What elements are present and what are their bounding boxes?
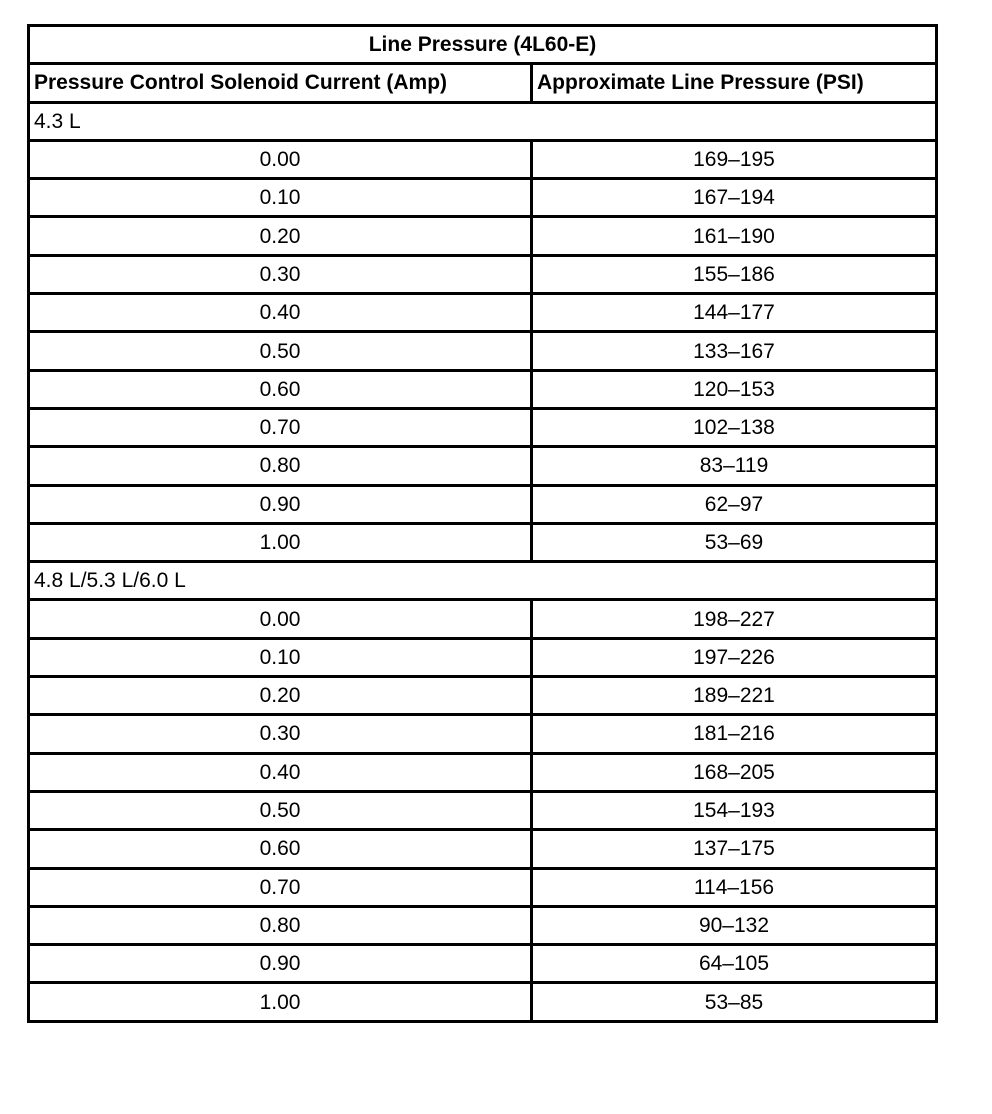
table-row [29,753,937,791]
table-title: Line Pressure (4L60-E) [29,26,937,64]
table-row [29,791,937,829]
cell-solenoid-current: 1.00 [29,523,532,561]
cell-line-pressure: 169–195 [532,140,937,178]
cell-solenoid-current: 0.90 [29,485,532,523]
section-label: 4.3 L [29,102,937,140]
cell-line-pressure: 62–97 [532,485,937,523]
table-row [29,447,937,485]
cell-line-pressure: 90–132 [532,906,937,944]
cell-solenoid-current: 0.10 [29,179,532,217]
table-row [29,830,937,868]
table-row [29,485,937,523]
cell-line-pressure: 155–186 [532,255,937,293]
table-row [29,600,937,638]
table-title-row [29,26,937,64]
cell-line-pressure: 168–205 [532,753,937,791]
cell-line-pressure: 102–138 [532,408,937,446]
cell-solenoid-current: 0.90 [29,945,532,983]
cell-solenoid-current: 0.30 [29,715,532,753]
cell-solenoid-current: 0.50 [29,791,532,829]
table-row [29,217,937,255]
column-header-row [29,64,937,102]
table-row [29,523,937,561]
table-row [29,983,937,1021]
cell-solenoid-current: 0.00 [29,600,532,638]
table-row [29,677,937,715]
cell-solenoid-current: 0.10 [29,638,532,676]
table-row [29,294,937,332]
cell-line-pressure: 137–175 [532,830,937,868]
cell-line-pressure: 120–153 [532,370,937,408]
table-row [29,179,937,217]
cell-line-pressure: 198–227 [532,600,937,638]
cell-solenoid-current: 0.20 [29,217,532,255]
table-row [29,255,937,293]
line-pressure-table [27,24,938,1023]
cell-line-pressure: 133–167 [532,332,937,370]
table-row [29,332,937,370]
table-row [29,868,937,906]
cell-solenoid-current: 0.80 [29,447,532,485]
cell-line-pressure: 83–119 [532,447,937,485]
table-row [29,370,937,408]
cell-solenoid-current: 0.80 [29,906,532,944]
table-body [29,102,937,1021]
cell-solenoid-current: 0.00 [29,140,532,178]
cell-line-pressure: 154–193 [532,791,937,829]
cell-line-pressure: 144–177 [532,294,937,332]
cell-solenoid-current: 0.70 [29,408,532,446]
table-row [29,945,937,983]
table-row [29,638,937,676]
cell-line-pressure: 53–85 [532,983,937,1021]
cell-solenoid-current: 0.70 [29,868,532,906]
cell-solenoid-current: 0.30 [29,255,532,293]
cell-solenoid-current: 0.40 [29,294,532,332]
cell-line-pressure: 197–226 [532,638,937,676]
table-row [29,715,937,753]
column-header-pressure: Approximate Line Pressure (PSI) [532,64,937,102]
cell-line-pressure: 114–156 [532,868,937,906]
cell-solenoid-current: 0.40 [29,753,532,791]
cell-line-pressure: 64–105 [532,945,937,983]
column-header-current: Pressure Control Solenoid Current (Amp) [29,64,532,102]
cell-solenoid-current: 0.60 [29,830,532,868]
cell-line-pressure: 181–216 [532,715,937,753]
section-row [29,102,937,140]
section-row [29,562,937,600]
cell-solenoid-current: 0.20 [29,677,532,715]
cell-line-pressure: 189–221 [532,677,937,715]
table-row [29,140,937,178]
section-label: 4.8 L/5.3 L/6.0 L [29,562,937,600]
cell-solenoid-current: 0.60 [29,370,532,408]
cell-line-pressure: 53–69 [532,523,937,561]
cell-solenoid-current: 0.50 [29,332,532,370]
cell-line-pressure: 161–190 [532,217,937,255]
cell-solenoid-current: 1.00 [29,983,532,1021]
cell-line-pressure: 167–194 [532,179,937,217]
table-row [29,408,937,446]
table-row [29,906,937,944]
